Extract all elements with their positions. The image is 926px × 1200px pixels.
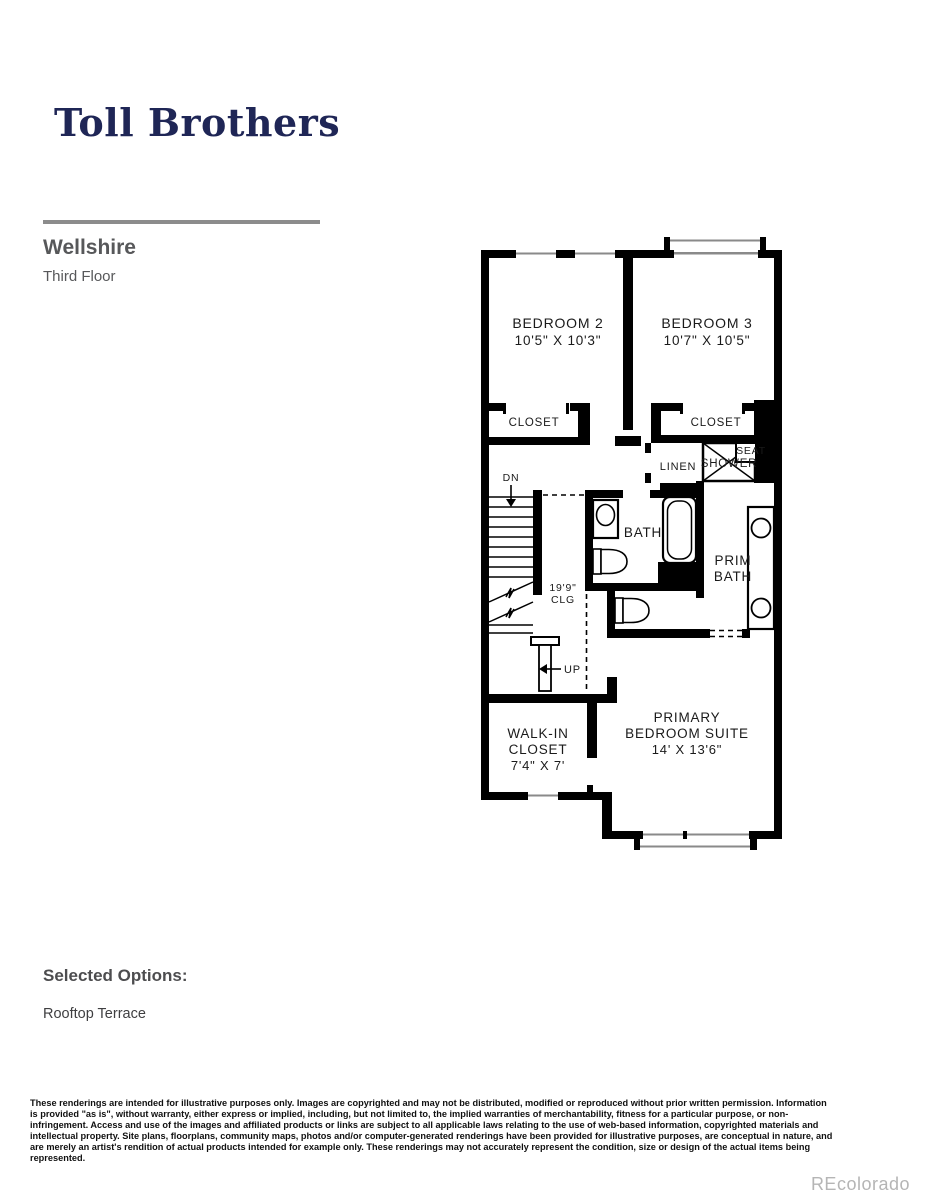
shower-label: SHOWER [700,458,758,470]
linen-label: LINEN [659,461,697,473]
selected-option-item: Rooftop Terrace [43,1006,146,1022]
ceiling-note-1: 19'9" [549,582,577,594]
ceiling-note-2: CLG [551,594,575,606]
walkin-label-1: WALK-IN [507,726,569,741]
bath-toilet [593,549,627,574]
closet2-label: CLOSET [508,417,560,429]
bedroom2-dims: 10'5" X 10'3" [514,333,602,348]
community-name: Wellshire [43,236,136,259]
walkin-label-2: CLOSET [508,742,568,757]
legal-disclaimer: These renderings are intended for illustrative purposes only. Images are copyrighted and may not be distributed, modified or reproduced without prior written permission. Information is provided "as is", without warranty, either express or implied, including, but not limited to, the implied warranties of merchantability, fitness for a particular purpose, or non-infringement. Access and use of the images and affiliated products or links are subject to all applicable laws relating to the use of web-based information, copyrighted materials and intellectual property. Site plans, floorplans, community maps, photos and/or computer-generated renderings have been provided for illustrative purposes, are conceptual in nature, and are merely an artist's rendition of actual products intended for example only. These renderings may not accurately represent the condition, size or design of the actual items being represented. [30,1098,833,1163]
bathtub [663,497,696,563]
bath-sink [593,500,618,538]
closet3-label: CLOSET [690,417,742,429]
primary-label-1: PRIMARY [653,710,721,725]
walkin-dims: 7'4" X 7' [510,758,566,773]
prim-bath-label-2: BATH [713,569,753,584]
primary-label-2: BEDROOM SUITE [625,726,749,741]
bedroom2-label: BEDROOM 2 [512,315,604,331]
stairs-dn-arrow-icon [506,485,516,507]
bath-label: BATH [623,525,663,540]
room-labels [503,315,766,773]
seat-label: SEAT [736,445,766,457]
primary-dims: 14' X 13'6" [651,742,723,757]
floor-label: Third Floor [43,268,116,285]
bedroom3-label: BEDROOM 3 [661,315,753,331]
selected-options-heading: Selected Options: [43,966,188,985]
bedroom3-dims: 10'7" X 10'5" [663,333,751,348]
staircase [489,497,559,691]
prim-bath-label-1: PRIM [714,553,752,568]
recolorado-watermark: REcolorado [810,1174,910,1194]
toll-brothers-logo: Toll Brothers [54,100,341,145]
prim-bath-toilet [615,598,649,623]
dn-label: DN [502,472,520,484]
prim-bath-vanity [748,507,774,629]
up-label: UP [564,664,581,676]
